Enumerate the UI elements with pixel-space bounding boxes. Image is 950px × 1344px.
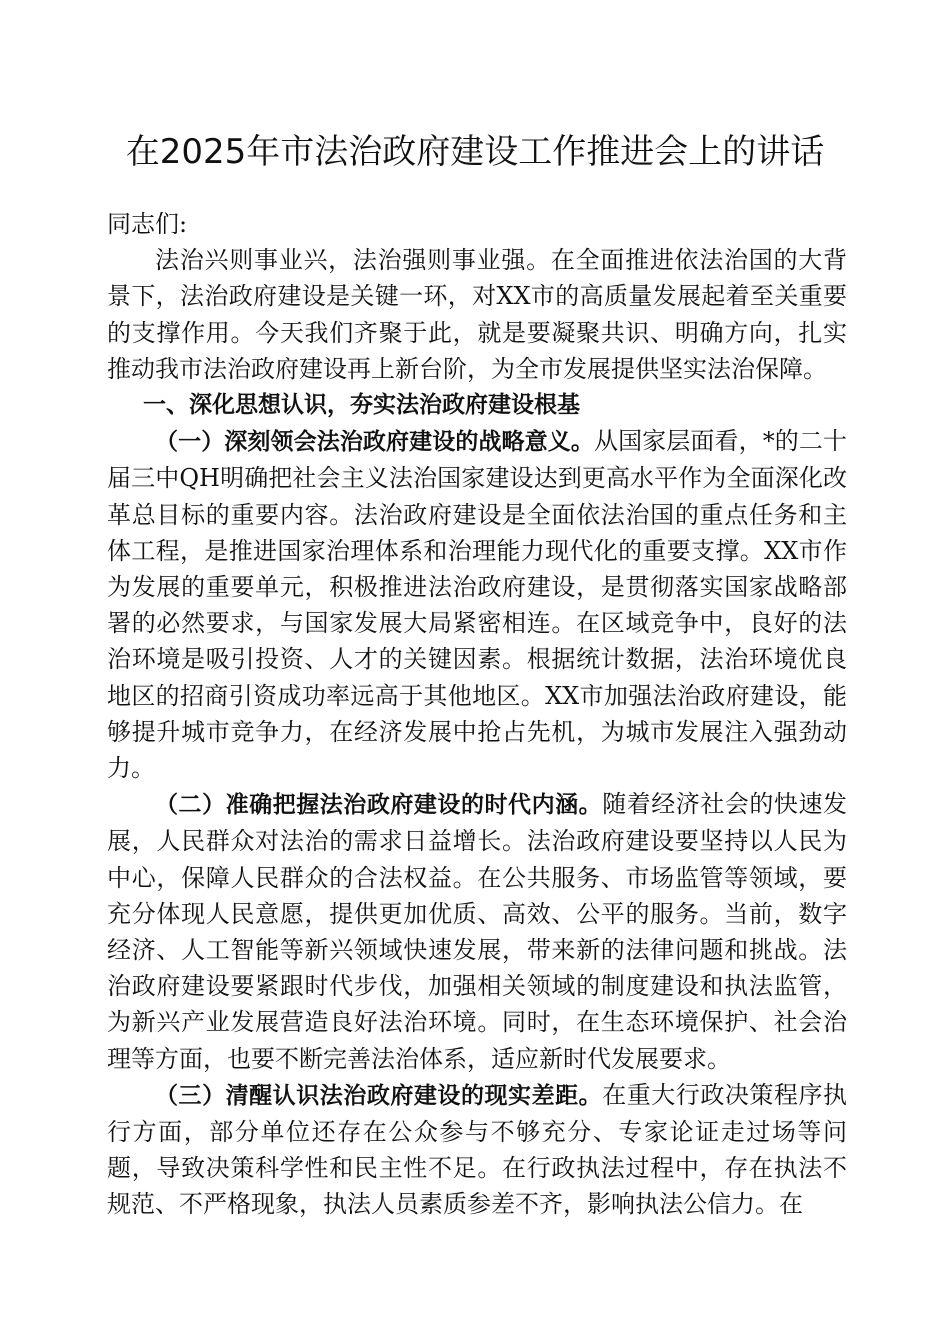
- subsection-text-1: 从国家层面看，*的二十届三中QH明确把社会主义法治国家建设达到更高水平作为全面深化改革总目标的重要内容。法治政府建设是全面依法治国的重点任务和主体工程，是推进国家治理体系和治理能力现代化的重要支撑。XX市作为发展的重要单元，积极推进法治政府建设，是贯彻落实国家战略部署的必然要求，与国家发展大局紧密相连。在区域竞争中，良好的法治环境是吸引投资、人才的关键因素。根据统计数据，法治环境优良地区的招商引资成功率远高于其他地区。XX市加强法治政府建设，能够提升城市竞争力，在经济发展中抢占先机，为城市发展注入强劲动力。: [107, 427, 848, 783]
- subsection-lead-3: （三）清醒认识法治政府建设的现实差距。: [155, 1082, 603, 1109]
- subsection-text-2: 随着经济社会的快速发展，人民群众对法治的需求日益增长。法治政府建设要坚持以人民为中心，保障人民群众的合法权益。在公共服务、市场监管等领域，要充分体现人民意愿，提供更加优质、高效、公平的服务。当前，数字经济、人工智能等新兴领域快速发展，带来新的法律问题和挑战。法治政府建设要紧跟时代步伐，加强相关领域的制度建设和执法监管，为新兴产业发展营造良好法治环境。同时，在生态环境保护、社会治理等方面，也要不断完善法治体系，适应新时代发展要求。: [107, 790, 848, 1073]
- subsection-lead-1: （一）深刻领会法治政府建设的战略意义。: [155, 429, 594, 456]
- salutation: 同志们:: [107, 210, 188, 238]
- document-title: 在2025年市法治政府建设工作推进会上的讲话: [125, 132, 825, 172]
- intro-paragraph: 法治兴则事业兴，法治强则事业强。在全面推进依法治国的大背景下，法治政府建设是关键一环，对XX市的高质量发展起着至关重要的支撑作用。今天我们齐聚于此，就是要凝聚共识、明确方向，扎实推动我市法治政府建设再上新台阶，为全市发展提供坚实法治保障。: [107, 246, 847, 383]
- section-heading: 一、深化思想认识，夯实法治政府建设根基: [143, 392, 580, 419]
- subsection-paragraph-3: [107, 1077, 847, 1223]
- subsection-lead-2: （二）准确把握法治政府建设的时代内涵。: [155, 792, 603, 819]
- document-body: [107, 206, 847, 1223]
- subsection-paragraph-1: [107, 423, 847, 786]
- subsection-paragraph-2: [107, 786, 847, 1077]
- subsection-text-3: 在重大行政决策程序执行方面，部分单位还存在公众参与不够充分、专家论证走过场等问题，导致决策科学性和民主性不足。在行政执法过程中，存在执法不规范、不严格现象，执法人员素质参差不齐，影响执法公信力。在: [107, 1080, 848, 1219]
